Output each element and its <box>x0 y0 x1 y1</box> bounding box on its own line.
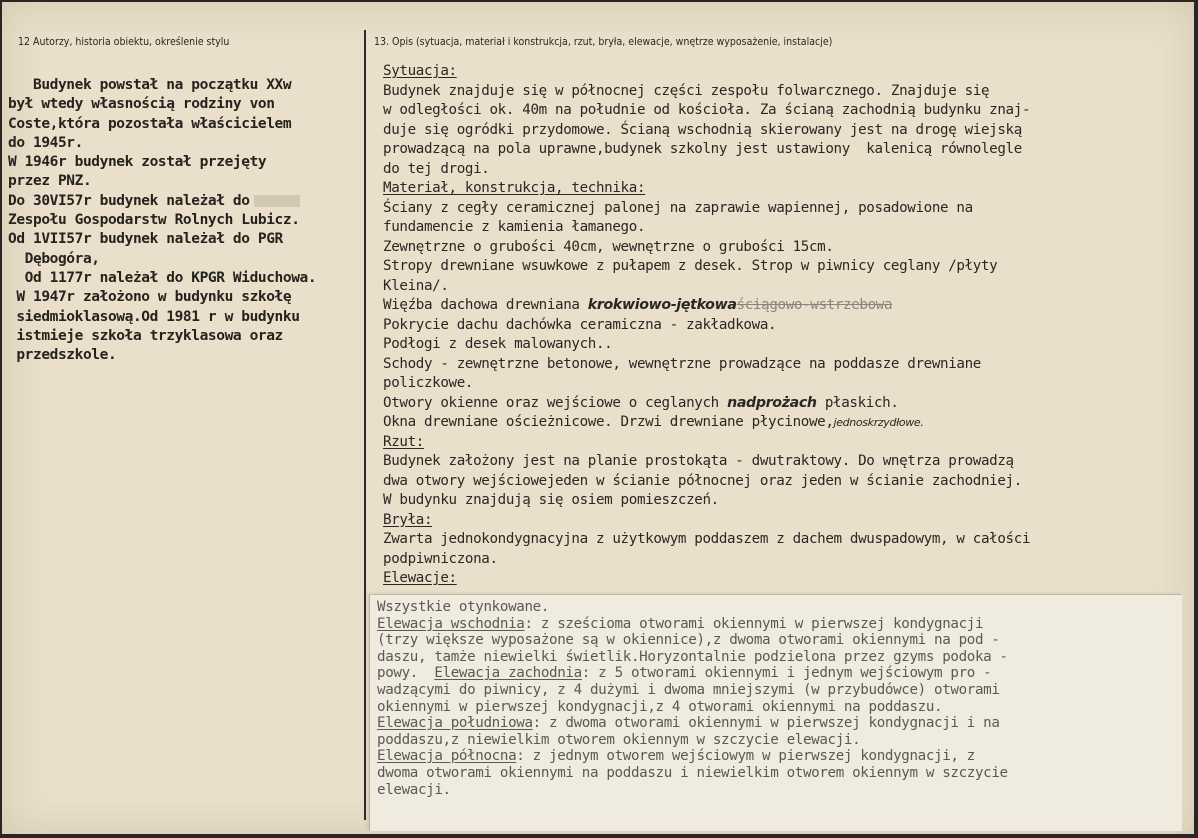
description-line: Podłogi z desek malowanych.. <box>383 336 613 352</box>
bryla-heading: Bryła: <box>383 511 433 528</box>
elevations-text <box>377 599 1008 798</box>
description-text <box>383 62 1183 589</box>
pasted-slip <box>369 594 1182 831</box>
slip-line: daszu, tamże niewielki świetlik.Horyzontalnie podzielona przez gzyms podoka - <box>377 648 1008 665</box>
zachodnia-heading: Elewacja zachodnia <box>434 665 582 682</box>
history-line: istmieje szkoła trzyklasowa oraz <box>8 327 283 344</box>
description-line: Schody - zewnętrzne betonowe, wewnętrzne prowadzące na poddasze drewniane <box>383 355 981 372</box>
history-line: Od 1VII57r budynek należał do PGR <box>8 231 283 248</box>
wiezba-prefix: Więźba dachowa drewniana <box>383 297 588 313</box>
history-line: Zespołu Gospodarstw Rolnych Lubicz. <box>8 212 300 229</box>
slip-line: powy. <box>377 665 435 682</box>
description-line: Budynek założony jest na planie prostokąta - dwutraktowy. Do wnętrza prowadzą <box>383 453 1014 469</box>
record-card <box>2 2 1194 834</box>
history-line: Budynek powstał na początku XXw <box>8 77 292 93</box>
slip-line: : z 5 otworami okiennymi i jednym wejściowym pro - <box>581 665 992 682</box>
history-line: przez PNZ. <box>8 173 92 190</box>
description-line: policzkowe. <box>383 375 474 391</box>
wschodnia-heading: Elewacja wschodnia <box>377 615 525 632</box>
history-line: Coste,która pozostała właścicielem <box>8 115 292 132</box>
description-line: Stropy drewniane wsuwkowe z pułapem z desek. Strop w piwnicy ceglany /płyty <box>383 258 998 274</box>
description-line: podpiwniczona. <box>383 550 498 567</box>
history-line: Do 30VI57r budynek należał do <box>8 192 250 209</box>
otwory-prefix: Otwory okienne oraz wejściowe o ceglanych <box>383 394 728 411</box>
description-line: fundamencie z kamienia łamanego. <box>383 219 646 235</box>
history-line: był wtedy własnością rodziny von <box>8 96 275 113</box>
slip-line: wadzącymi do piwnicy, z 4 dużymi i dwoma mniejszymi (w przybudówce) otworami <box>377 681 1000 698</box>
description-line: Pokrycie dachu dachówka ceramiczna - zakładkowa. <box>383 316 777 333</box>
okna-prefix: Okna drewniane ościeżnicowe. Drzwi drewniane płycinowe, <box>383 414 834 430</box>
handwritten-correction: nadprożach <box>727 394 817 411</box>
history-line: Od 1177r należał do KPGR Widuchowa. <box>8 269 317 286</box>
material-heading: Materiał, konstrukcja, technika: <box>383 180 646 196</box>
sytuacja-heading: Sytuacja: <box>383 63 457 79</box>
rzut-heading: Rzut: <box>383 433 424 450</box>
slip-line: (trzy większe wyposażone są w okiennice),z dwoma otworami okiennymi na pod - <box>377 632 1000 649</box>
description-line: W budynku znajdują się osiem pomieszczeń. <box>383 492 719 508</box>
description-line: dwa otwory wejściowejeden w ścianie północnej oraz jeden w ścianie zachodniej. <box>383 472 1022 489</box>
section-12-header: 12 Autorzy, historia obiektu, określenie stylu <box>18 36 230 48</box>
slip-line: : z sześcioma otworami okiennymi w pierwszej kondygnacji <box>524 615 984 632</box>
slip-line: dwoma otworami okiennymi na poddaszu i niewielkim otworem okiennym w szczycie <box>377 764 1008 781</box>
column-divider <box>364 30 366 820</box>
history-text <box>8 76 364 365</box>
history-line: Dębogóra, <box>8 250 100 267</box>
history-line: siedmioklasową.Od 1981 r w budynku <box>8 308 300 325</box>
handwritten-note: jednoskrzydłowe. <box>833 416 924 429</box>
elewacje-heading: Elewacje: <box>383 570 457 586</box>
description-line: Ściany z cegły ceramicznej palonej na zaprawie wapiennej, posadowione na <box>383 199 973 216</box>
slip-intro: Wszystkie otynkowane. <box>377 599 550 615</box>
history-line: W 1947r założono w budynku szkołę <box>8 289 292 306</box>
history-line: W 1946r budynek został przejęty <box>8 154 267 171</box>
description-line: Zewnętrzne o grubości 40cm, wewnętrzne o grubości 15cm. <box>383 238 834 255</box>
polnocna-heading: Elewacja północna <box>377 748 517 765</box>
description-line: Budynek znajduje się w północnej części zespołu folwarcznego. Znajduje się <box>383 82 990 99</box>
description-line: Zwarta jednokondygnacyjna z użytkowym poddaszem z dachem dwuspadowym, w całości <box>383 531 1031 547</box>
otwory-suffix: płaskich. <box>816 394 899 411</box>
slip-line: : z dwoma otworami okiennymi w pierwszej kondygnacji i na <box>532 715 1000 732</box>
history-line: przedszkole. <box>8 347 117 364</box>
poludniowa-heading: Elewacja południowa <box>377 715 533 732</box>
slip-line: poddaszu,z niewielkim otworem okiennym w szczycie elewacji. <box>377 731 861 748</box>
history-line: do 1945r. <box>8 134 83 151</box>
handwritten-correction: krokwiowo-jętkowa <box>587 297 737 313</box>
section-13-header: 13. Opis (sytuacja, materiał i konstrukcja, rzut, bryła, elewacje, wnętrze wyposażenie, instalacje) <box>374 36 833 48</box>
slip-line: : z jednym otworem wejściowym w pierwszej kondygnacji, z <box>516 748 975 765</box>
description-line: prowadzącą na pola uprawne,budynek szkolny jest ustawiony kalenicą równolegle <box>383 141 1022 157</box>
slip-line: elewacji. <box>377 781 451 798</box>
redaction-mark <box>254 195 300 207</box>
struck-text: ściągowo-wstrzebowa <box>736 297 893 313</box>
description-line: w odległości ok. 40m na południe od kościoła. Za ścianą zachodnią budynku znaj- <box>383 102 1031 118</box>
slip-line: okiennymi w pierwszej kondygnacji,z 4 otworami okiennymi na poddaszu. <box>377 698 943 715</box>
description-line: Kleina/. <box>383 277 449 294</box>
description-line: do tej drogi. <box>383 160 490 177</box>
description-line: duje się ogródki przydomowe. Ścianą wschodnią skierowany jest na drogę wiejską <box>383 121 1022 138</box>
